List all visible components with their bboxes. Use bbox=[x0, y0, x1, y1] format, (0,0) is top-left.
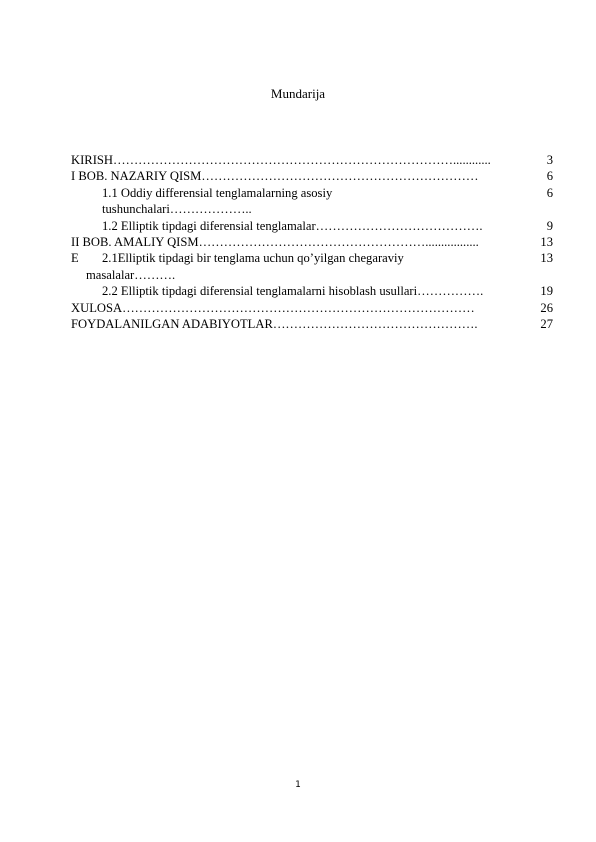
toc-entry-text: I BOB. NAZARIY QISM………………………………………………………… bbox=[71, 169, 479, 184]
toc-page-number: 6 bbox=[546, 185, 553, 200]
toc-entry-text: II BOB. AMALIY QISM………………………………………………................. bbox=[71, 234, 479, 249]
page-number: 1 bbox=[295, 780, 301, 790]
toc-entry-2-1[interactable] bbox=[71, 250, 553, 266]
toc-entry-text: masalalar………. bbox=[86, 267, 176, 282]
page-title: Mundarija bbox=[270, 86, 326, 101]
toc-entry-text: tushunchalari……………….. bbox=[102, 202, 252, 217]
toc-entry-kirish[interactable] bbox=[71, 152, 553, 168]
toc-entry-text: XULOSA………………………………………………………………………… bbox=[71, 300, 475, 315]
toc-page-number: 13 bbox=[540, 251, 553, 266]
toc-page-number: 9 bbox=[546, 218, 553, 233]
toc-page-number: 19 bbox=[540, 284, 553, 299]
toc-entry-adabiyotlar[interactable] bbox=[71, 316, 553, 332]
toc-entry-text: 1.2 Elliptik tipdagi diferensial tenglamalar…………………………………. bbox=[102, 218, 483, 233]
toc-entry-text: 2.1Elliptik tipdagi bir tenglama uchun qo’yilgan chegaraviy bbox=[102, 251, 404, 266]
toc-entry-bob-1[interactable] bbox=[71, 168, 553, 184]
toc-entry-1-1[interactable] bbox=[71, 185, 553, 201]
toc-page-number: 3 bbox=[546, 153, 553, 167]
toc-page-number: 6 bbox=[546, 169, 553, 184]
toc-entry-text: 1.1 Oddiy differensial tenglamalarning asosiy bbox=[102, 185, 333, 200]
table-of-contents bbox=[71, 152, 553, 332]
toc-page-number: 13 bbox=[540, 234, 553, 249]
toc-entry-2-1-continuation[interactable] bbox=[71, 267, 553, 283]
toc-page-number: 27 bbox=[540, 316, 553, 331]
toc-entry-text: KIRISH………………………………………………………………………............ bbox=[71, 153, 491, 167]
toc-page-number: 26 bbox=[540, 300, 553, 315]
toc-entry-1-2[interactable] bbox=[71, 218, 553, 234]
toc-entry-text: 2.2 Elliptik tipdagi diferensial tenglamalarni hisoblash usullari……………. bbox=[102, 284, 484, 299]
toc-entry-1-1-continuation[interactable] bbox=[71, 201, 553, 217]
toc-entry-letter: E bbox=[71, 251, 79, 266]
toc-entry-xulosa[interactable] bbox=[71, 300, 553, 316]
toc-entry-text: FOYDALANILGAN ADABIYOTLAR…………………………………………. bbox=[71, 316, 478, 331]
toc-entry-2-2[interactable] bbox=[71, 283, 553, 299]
toc-entry-bob-2[interactable] bbox=[71, 234, 553, 250]
